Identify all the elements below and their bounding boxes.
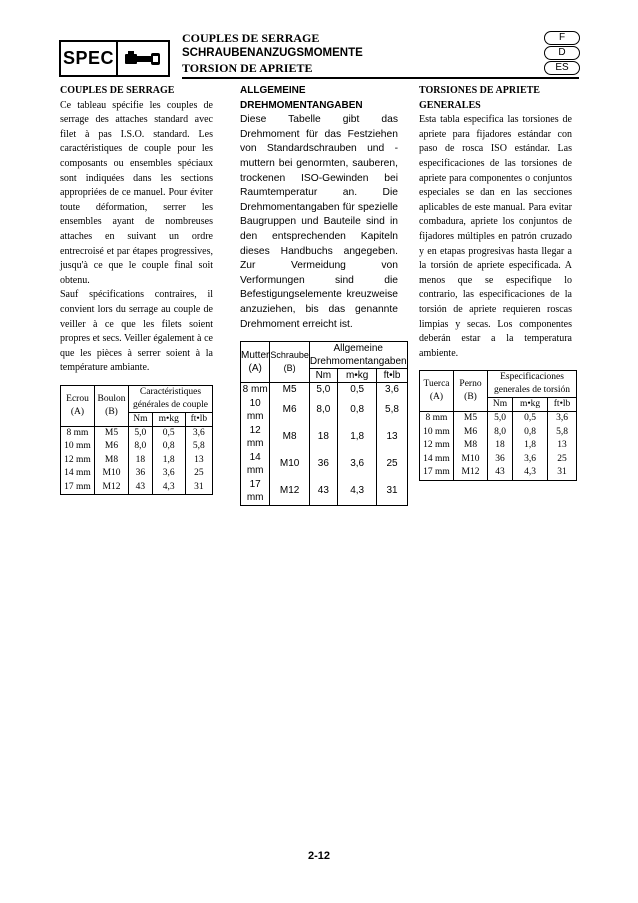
header-divider	[182, 77, 579, 79]
table-cell: 18	[309, 424, 337, 451]
table-cell: M10	[95, 467, 129, 481]
table-cell: 10 mm	[420, 426, 454, 440]
table-cell: 10 mm	[61, 440, 95, 454]
unit-header-ftlb: ft•lb	[548, 398, 577, 412]
torque-table-es	[419, 370, 577, 481]
table-cell: 5,8	[377, 397, 407, 424]
table-cell: M8	[454, 439, 488, 453]
table-cell: M6	[95, 440, 129, 454]
table-cell: 0,5	[152, 426, 185, 440]
table-cell: 5,8	[185, 440, 212, 454]
table-cell: 36	[488, 453, 513, 467]
table-cell: 14 mm	[61, 467, 95, 481]
table-cell: 1,8	[337, 424, 377, 451]
table-cell: 0,8	[513, 426, 548, 440]
table-cell: 31	[377, 478, 407, 506]
unit-header-nm: Nm	[309, 369, 337, 383]
section-heading-fr: COUPLES DE SERRAGE	[60, 85, 175, 96]
table-cell: M5	[270, 383, 310, 397]
table-cell: 14 mm	[241, 451, 270, 478]
paragraph-de-1: Diese Tabelle gibt das Drehmoment für das Festziehen von Standardschrauben und -muttern bei genormten, sauberen, trockenen ISO-Gewinden bei Raumtemperatur an. Die Drehmomentangaben für spezielle Baugruppen und Bauteile sind in den entsprechenden Kapiteln dieses Handbuchs angegeben. Zur Vermeidung von Verformungen sind die Befestigungselemente kreuzweise anzuziehen, bis das genannte Drehmoment erreicht ist.	[240, 114, 398, 330]
table-cell: 12 mm	[61, 454, 95, 468]
torque-table-fr	[60, 385, 213, 496]
table-cell: 8 mm	[61, 426, 95, 440]
language-badge-d: D	[544, 46, 580, 60]
table-cell: 43	[488, 466, 513, 480]
table-cell: 3,6	[337, 451, 377, 478]
table-header-nut: Mutter (A)	[241, 342, 270, 383]
unit-header-ftlb: ft•lb	[377, 369, 407, 383]
table-cell: 5,0	[129, 426, 153, 440]
table-cell: 8 mm	[241, 383, 270, 397]
table-cell: 25	[185, 467, 212, 481]
table-row	[241, 451, 408, 478]
column-spanish	[419, 84, 572, 481]
table-cell: 36	[309, 451, 337, 478]
table-cell: 8,0	[488, 426, 513, 440]
table-cell: M8	[95, 454, 129, 468]
table-header-bolt: Boulon (B)	[95, 385, 129, 426]
table-cell: 17 mm	[61, 481, 95, 495]
table-cell: 3,6	[185, 426, 212, 440]
table-cell: M8	[270, 424, 310, 451]
table-cell: 4,3	[513, 466, 548, 480]
table-header-torque: Especificaciones generales de torsión	[488, 371, 577, 398]
table-cell: 8 mm	[420, 412, 454, 426]
language-badge-es: ES	[544, 61, 580, 75]
unit-header-nm: Nm	[129, 412, 153, 426]
table-row	[420, 466, 577, 480]
language-badge-f: F	[544, 31, 580, 45]
table-cell: 4,3	[152, 481, 185, 495]
table-header-nut: Tuerca (A)	[420, 371, 454, 412]
table-row	[61, 481, 213, 495]
table-cell: 13	[548, 439, 577, 453]
table-row	[241, 397, 408, 424]
section-heading-es-2: GENERALES	[419, 99, 481, 111]
table-cell: 3,6	[377, 383, 407, 397]
table-cell: 25	[377, 451, 407, 478]
table-cell: 36	[129, 467, 153, 481]
table-header-nut: Ecrou (A)	[61, 385, 95, 426]
table-cell: 12 mm	[241, 424, 270, 451]
table-cell: 0,5	[513, 412, 548, 426]
table-cell: 10 mm	[241, 397, 270, 424]
section-heading-es-1: TORSIONES DE APRIETE	[419, 85, 540, 96]
unit-header-nm: Nm	[488, 398, 513, 412]
table-cell: M12	[95, 481, 129, 495]
table-header-bolt: Schraube (B)	[270, 342, 310, 383]
table-header-torque: Allgemeine Drehmomentangaben	[309, 343, 407, 368]
unit-header-mkg: m•kg	[337, 369, 377, 383]
table-cell: 43	[129, 481, 153, 495]
table-cell: M5	[454, 412, 488, 426]
table-row	[61, 454, 213, 468]
unit-header-ftlb: ft•lb	[185, 412, 212, 426]
table-row	[241, 383, 408, 397]
table-cell: 3,6	[548, 412, 577, 426]
table-cell: 18	[488, 439, 513, 453]
spec-label: SPEC	[61, 42, 118, 75]
table-row	[241, 478, 408, 506]
table-cell: 13	[185, 454, 212, 468]
table-row	[420, 439, 577, 453]
table-cell: 8,0	[129, 440, 153, 454]
table-cell: 5,0	[309, 383, 337, 397]
header-title-fr: COUPLES DE SERRAGE	[182, 31, 320, 45]
table-cell: 0,8	[337, 397, 377, 424]
unit-header-mkg: m•kg	[152, 412, 185, 426]
table-row	[420, 412, 577, 426]
table-row	[61, 440, 213, 454]
table-cell: M5	[95, 426, 129, 440]
table-cell: 0,5	[337, 383, 377, 397]
table-cell: 17 mm	[420, 466, 454, 480]
header-title-es: TORSION DE APRIETE	[182, 61, 313, 75]
table-cell: 3,6	[152, 467, 185, 481]
table-cell: 17 mm	[241, 478, 270, 506]
header-title-de: SCHRAUBENANZUGSMOMENTE	[182, 47, 363, 59]
table-row	[241, 424, 408, 451]
unit-header-mkg: m•kg	[513, 398, 548, 412]
table-cell: M10	[454, 453, 488, 467]
table-cell: M12	[270, 478, 310, 506]
table-cell: 31	[185, 481, 212, 495]
table-cell: 14 mm	[420, 453, 454, 467]
paragraph-es-1: Esta tabla especifica las torsiones de apriete para fijadores estándar con paso de rosca ISO estándar. Las especificaciones de las torsiones de apriete para componentes o conjuntos especiales se dan en las secciones aplicables de este manual. Para evitar combadura, apriete los conjuntos de fijadores múltiples en patrón cruzado y en etapas progresivas hasta llegar a la torsión de apriete especificada. A menos que se especifique lo contrario, las especificaciones de la torsión de apriete requieren roscas limpias y secas. Los componentes deberán estar a la temperatura ambiente.	[419, 114, 572, 359]
column-french	[60, 84, 213, 495]
paragraph-fr-2: Sauf spécifications contraires, il convient lors du serrage au couple de veiller à ce que les filets soient propres et secs. Veiller également à ce que les pièces à serrer soient à la température ambiante.	[60, 289, 213, 374]
torque-table-de	[240, 341, 408, 506]
table-cell: 18	[129, 454, 153, 468]
header-titles	[182, 31, 363, 76]
table-cell: 1,8	[152, 454, 185, 468]
table-cell: 5,0	[488, 412, 513, 426]
table-row	[61, 426, 213, 440]
table-header-torque: Caractéristiques générales de couple	[129, 385, 213, 412]
column-german	[240, 84, 407, 506]
paragraph-fr-1: Ce tableau spécifie les couples de serrage des attaches standard avec filet à pas I.S.O. standard. Les caractéristiques de couple pour les composants ou ensembles spéciaux sont indiquées dans les sections appropriées de ce manuel. Pour éviter toute déformation, serrer les ensembles ayant de nombreuses attaches en suivant un ordre entrecroisé et par étapes progressives, jusqu'à ce que le couple final soit obtenu.	[60, 99, 213, 286]
table-cell: M10	[270, 451, 310, 478]
table-cell: M6	[270, 397, 310, 424]
table-row	[420, 453, 577, 467]
table-cell: 0,8	[152, 440, 185, 454]
table-row	[420, 426, 577, 440]
table-cell: 5,8	[548, 426, 577, 440]
table-cell: 43	[309, 478, 337, 506]
table-cell: M6	[454, 426, 488, 440]
table-cell: 31	[548, 466, 577, 480]
table-cell: 13	[377, 424, 407, 451]
table-cell: 1,8	[513, 439, 548, 453]
table-row	[61, 467, 213, 481]
table-cell: 4,3	[337, 478, 377, 506]
page-number: 2-12	[307, 850, 331, 862]
spec-badge	[59, 40, 170, 77]
table-cell: 25	[548, 453, 577, 467]
torque-wrench-icon	[118, 42, 168, 75]
table-cell: 3,6	[513, 453, 548, 467]
section-heading-de-2: DREHMOMENTANGABEN	[240, 99, 363, 111]
table-cell: 12 mm	[420, 439, 454, 453]
table-cell: 8,0	[309, 397, 337, 424]
section-heading-de-1: ALLGEMEINE	[240, 85, 306, 96]
table-cell: M12	[454, 466, 488, 480]
table-header-bolt: Perno (B)	[454, 371, 488, 412]
